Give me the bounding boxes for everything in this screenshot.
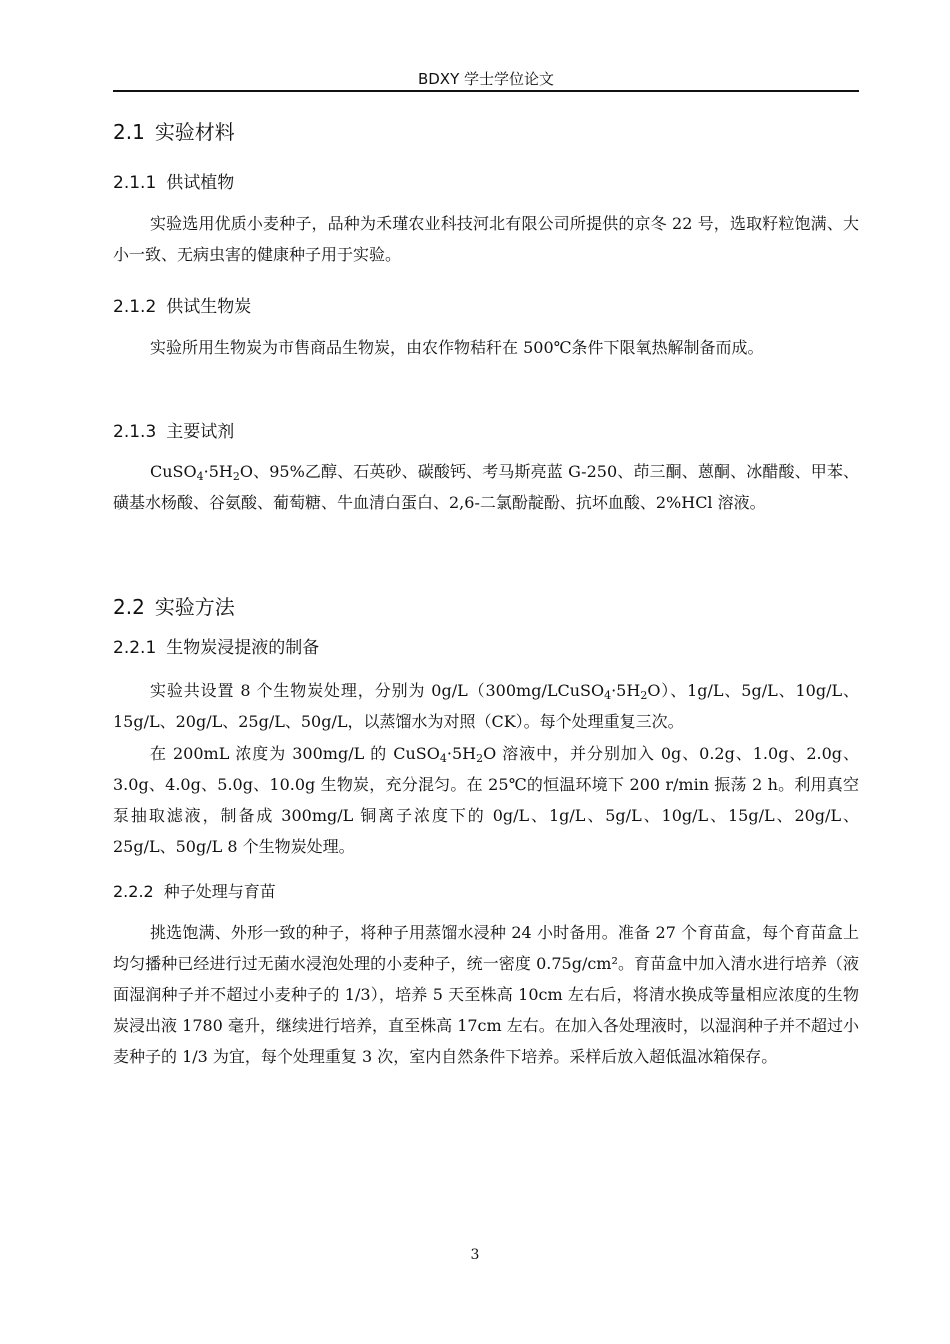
section-heading-2-1 — [113, 119, 235, 145]
paragraph-reagents: $CuSO_4\cdot 5H_2O$、95%乙醇、石英砂、碳酸钙、考马斯亮蓝 G-250、茚三酮、蒽酮、冰醋酸、甲苯、磺基水杨酸、谷氨酸、葡萄糖、牛血清白蛋白、2,6-二氯酚靛酚、抗坏血酸、2%HCl 溶液。 — [113, 462, 859, 512]
paragraph-plant-material: 实验选用优质小麦种子，品种为禾瑾农业科技河北有限公司所提供的京冬 22 号，选取籽粒饱满、大小一致、无病虫害的健康种子用于实验。 — [113, 214, 859, 264]
section-heading-2-2-2 — [113, 880, 276, 904]
section-title: 供试植物 — [166, 173, 235, 193]
section-number: 2.2 — [113, 595, 145, 619]
paragraph-extract-procedure: 在 200mL 浓度为 300mg/L 的 $CuSO_4\cdot 5H_2O$ 溶液中，并分别加入 0g、0.2g、1.0g、2.0g、3.0g、4.0g、5.0g、10.0g 生物炭，充分混匀。在 25℃的恒温环境下 200 r/min 振荡 2 h。利用真空泵抽取滤液，制备成 300mg/L 铜离子浓度下的 0g/L、1g/L、5g/L、10g/L、15g/L、20g/L、25g/L、50g/L 8 个生物炭处理。 — [113, 744, 859, 856]
section-title: 实验方法 — [154, 595, 235, 619]
section-title: 种子处理与育苗 — [163, 882, 276, 901]
section-heading-2-2-1 — [113, 636, 319, 660]
section-heading-2-1-2 — [113, 295, 251, 319]
paragraph-extract-setup: 实验共设置 8 个生物炭处理，分别为 $0g/L(300mg/LCuSO_4\cdot 5H_2O)$、1g/L、5g/L、10g/L、15g/L、20g/L、25g/L、50g/L，以蒸馏水为对照（CK）。每个处理重复三次。 — [113, 681, 859, 731]
section-heading-2-1-1 — [113, 171, 234, 195]
page-number: 3 — [470, 1247, 480, 1263]
section-title: 供试生物炭 — [166, 297, 252, 317]
section-title: 主要试剂 — [166, 422, 235, 442]
running-header: BDXY 学士学位论文 — [113, 68, 859, 92]
section-number: 2.1.1 — [113, 173, 157, 193]
section-number: 2.1.3 — [113, 422, 157, 442]
paragraph-seed-treatment: 挑选饱满、外形一致的种子，将种子用蒸馏水浸种 24 小时备用。准备 27 个育苗盒，每个育苗盒上均匀播种已经进行过无菌水浸泡处理的小麦种子，统一密度 0.75g/cm²。育苗盒中加入清水进行培养（液面湿润种子并不超过小麦种子的 1/3），培养 5 天至株高 10cm 左右后，将清水换成等量相应浓度的生物炭浸出液 1780 毫升，继续进行培养，直至株高 17cm 左右。在加入各处理液时，以湿润种子并不超过小麦种子的 1/3 为宜，每个处理重复 3 次，室内自然条件下培养。采样后放入超低温冰箱保存。 — [113, 923, 859, 1066]
section-heading-2-2 — [113, 594, 235, 620]
paragraph-biochar-material: 实验所用生物炭为市售商品生物炭，由农作物秸秆在 500℃条件下限氧热解制备而成。 — [150, 338, 764, 357]
section-number: 2.1.2 — [113, 297, 157, 317]
section-title: 实验材料 — [154, 120, 235, 144]
section-number: 2.2.2 — [113, 882, 154, 901]
section-title: 生物炭浸提液的制备 — [166, 638, 320, 658]
section-number: 2.1 — [113, 120, 145, 144]
section-number: 2.2.1 — [113, 638, 157, 658]
section-heading-2-1-3 — [113, 420, 234, 444]
